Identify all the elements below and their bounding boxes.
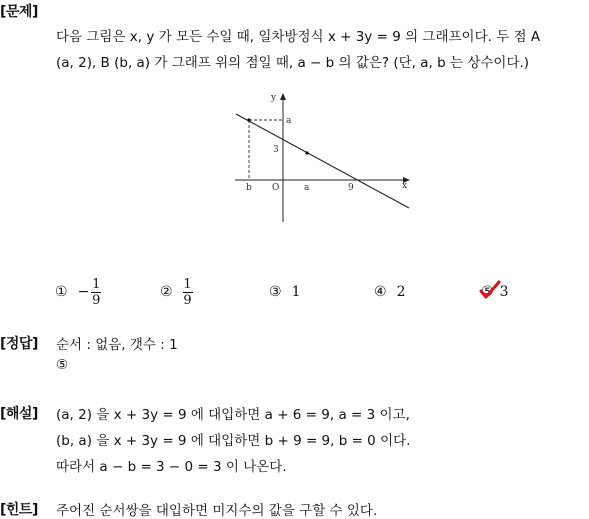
choice-1-numerator: 1 bbox=[92, 276, 101, 292]
choice-5[interactable] bbox=[481, 275, 508, 309]
choice-3[interactable] bbox=[269, 275, 300, 309]
y-axis-label: y bbox=[271, 93, 277, 103]
equation-line bbox=[236, 114, 409, 208]
hint-label: [힌트] bbox=[0, 502, 38, 518]
problem-label: [문제] bbox=[0, 4, 38, 20]
problem-text-line-2: (a, 2), B (b, a) 가 그래프 위의 점일 때, a − b 의 값은? (단, a, b 는 상수이다.) bbox=[56, 55, 530, 71]
a-left-label: a bbox=[286, 116, 292, 126]
b-label: b bbox=[246, 183, 252, 193]
solution-line-3: 따라서 a − b = 3 − 0 = 3 이 나온다. bbox=[56, 459, 287, 475]
answer-line-2: ⑤ bbox=[56, 357, 69, 373]
choice-2[interactable] bbox=[160, 275, 193, 309]
choice-1-marker: ① bbox=[55, 284, 68, 300]
choice-4-marker: ④ bbox=[374, 284, 387, 300]
nine-label: 9 bbox=[348, 183, 354, 193]
three-y-label: 3 bbox=[273, 145, 279, 155]
choice-1-fraction bbox=[91, 277, 101, 308]
choice-5-marker: ⑤ bbox=[481, 284, 494, 300]
solution-line-2: (b, a) 을 x + 3y = 9 에 대입하면 b + 9 = 9, b = 0 이다. bbox=[56, 433, 411, 449]
a-bottom-label: a bbox=[304, 183, 310, 193]
check-mark-icon bbox=[479, 280, 501, 300]
choice-5-value: 3 bbox=[499, 284, 509, 300]
choice-2-denominator: 9 bbox=[183, 292, 192, 308]
answer-label: [정답] bbox=[0, 336, 38, 352]
choice-1-denominator: 9 bbox=[92, 292, 101, 308]
problem-text-line-1: 다음 그림은 x, y 가 모든 수일 때, 일차방정식 x + 3y = 9 의 그래프이다. 두 점 A bbox=[56, 29, 541, 45]
choice-3-value: 1 bbox=[291, 284, 301, 300]
choice-2-marker: ② bbox=[160, 284, 173, 300]
solution-label: [해설] bbox=[0, 406, 38, 422]
choice-1-sign: − bbox=[77, 284, 90, 300]
point-a bbox=[305, 151, 308, 154]
x-axis-label: x bbox=[402, 181, 408, 191]
choice-1[interactable] bbox=[55, 275, 101, 309]
choice-2-numerator: 1 bbox=[183, 276, 192, 292]
y-axis-arrow bbox=[280, 93, 286, 100]
origin-label: O bbox=[272, 183, 280, 193]
choice-4-value: 2 bbox=[396, 284, 406, 300]
answer-line-1: 순서 : 없음, 갯수 : 1 bbox=[56, 337, 178, 353]
choice-3-marker: ③ bbox=[269, 284, 282, 300]
hint-line-1: 주어진 순서쌍을 대입하면 미지수의 값을 구할 수 있다. bbox=[56, 503, 378, 519]
point-b bbox=[247, 118, 250, 121]
solution-line-1: (a, 2) 을 x + 3y = 9 에 대입하면 a + 6 = 9, a = 3 이고, bbox=[56, 407, 410, 423]
choice-2-fraction bbox=[183, 277, 193, 308]
choice-4[interactable] bbox=[374, 275, 405, 309]
